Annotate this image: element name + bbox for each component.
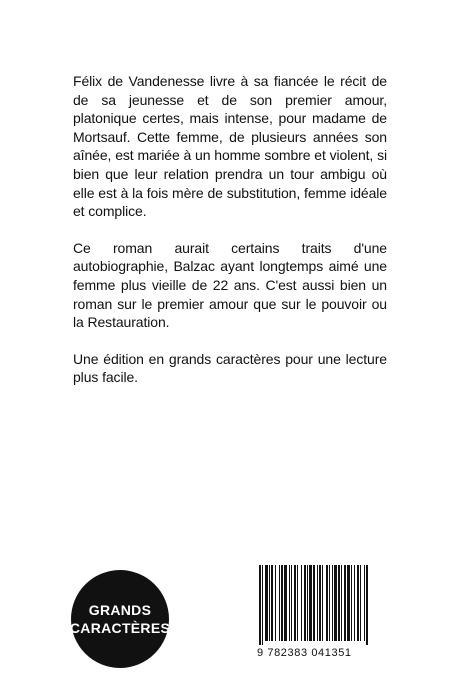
barcode-bar [269,565,270,641]
barcode-bar [284,565,287,641]
isbn-number: 9 782383 041351 [257,647,352,659]
barcode-bar [341,565,342,641]
barcode-bar [281,565,283,641]
barcode-bar [279,565,280,641]
barcode-bar [309,565,312,641]
barcode-bar [338,565,340,641]
barcode-bar [351,565,352,641]
barcode-bar [294,565,296,641]
barcode-bar [313,565,315,641]
barcode-bar [265,565,268,641]
barcode-bar [329,565,330,641]
barcode-bar [271,565,273,641]
barcode-bar [334,565,337,641]
barcode-bar [307,565,308,641]
barcode-bar [354,565,355,641]
isbn-barcode [257,565,380,660]
barcode-bar [332,565,333,641]
blurb-paragraph-2: Ce roman aurait certains traits d'une autobiographie, Balzac ayant longtemps aimé une femme plus vieille de 22 ans. C'est aussi bien un roman sur le premier amour que sur le pouvoir ou la Restauration. [73,239,387,331]
barcode-bar [322,565,323,641]
barcode-bar [297,565,298,641]
barcode-bar [289,565,290,641]
badge-line-1: GRANDS [88,602,152,618]
barcode-bar [347,565,350,641]
barcode-bar [357,565,359,641]
blurb-paragraph-3: Une édition en grands caractères pour une lecture plus facile. [73,350,387,386]
back-cover-blurb [73,72,387,405]
barcode-bar [364,565,365,641]
barcode-bar [304,565,306,641]
badge-line-2: CARACTÈRES [69,620,171,636]
barcode-bar [344,565,346,641]
barcode-bars [257,565,380,645]
large-print-badge [71,570,169,668]
barcode-bar [259,565,261,645]
blurb-paragraph-1: Félix de Vandenesse livre à sa fiancée le récit de de sa jeunesse et de son premier amour, platonique certes, mais intense, pour madame de Mortsauf. Cette femme, de plusieurs années son aînée, est mariée à un homme sombre et violent, si bien que leur relation prendra un tour ambigu où elle est à la fois mère de substitution, femme idéale et complice. [73,73,387,220]
barcode-bar [366,565,368,645]
barcode-bar [319,565,321,641]
barcode-bar [326,565,328,641]
barcode-bar [275,565,276,641]
barcode-bar [291,565,292,641]
barcode-bar [262,565,263,645]
barcode-bar [301,565,302,641]
barcode-bar [317,565,318,641]
barcode-bar [360,565,361,641]
